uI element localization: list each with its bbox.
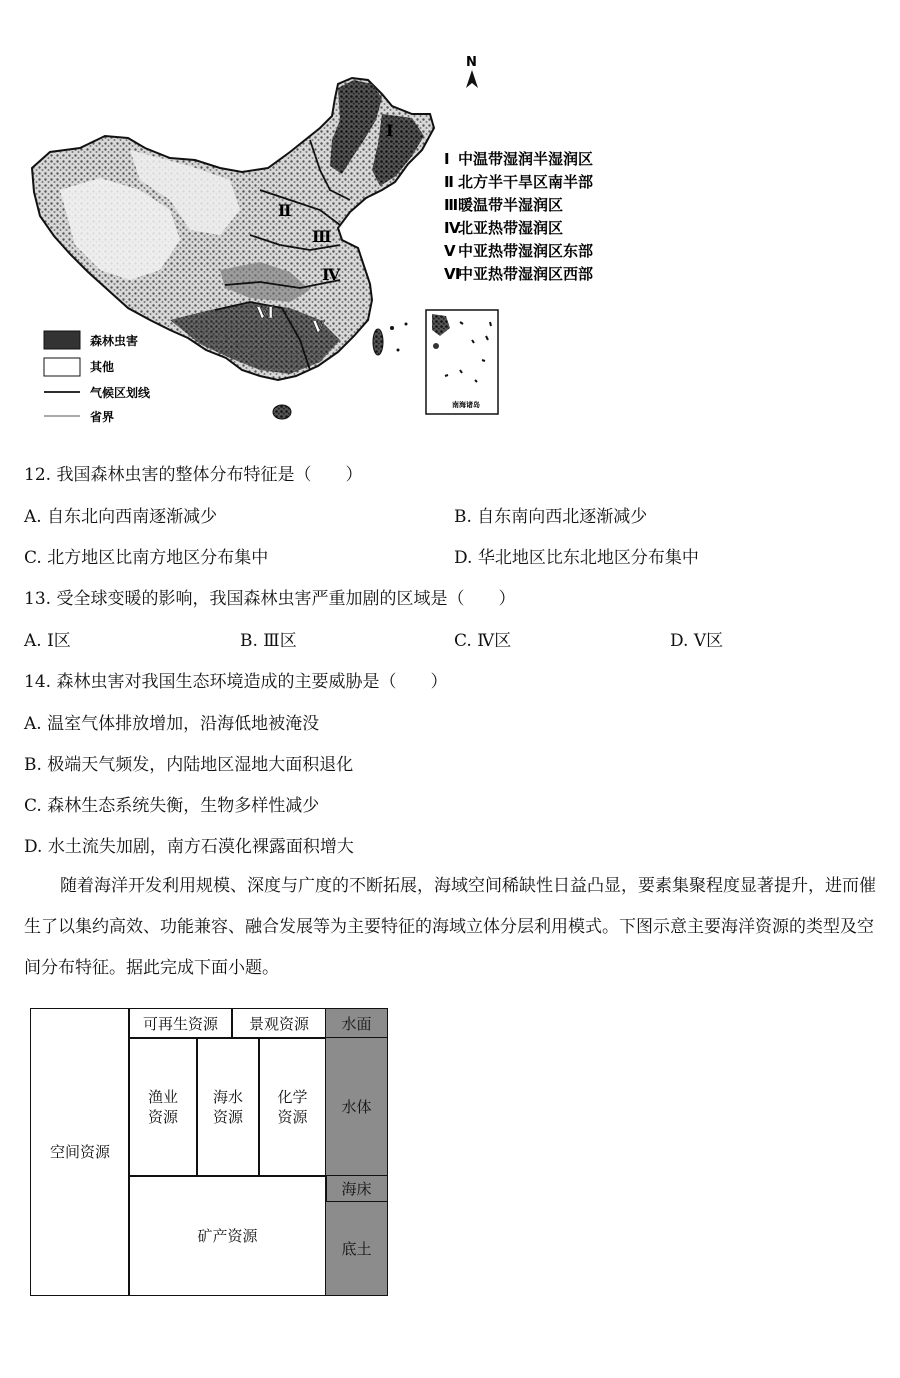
zone-key-6: Ⅵ — [444, 265, 461, 283]
cell-fishery-resources: 渔业 资源 — [128, 1037, 198, 1177]
map-legend — [44, 331, 151, 424]
svg-text:N: N — [466, 55, 477, 70]
ocean-resource-diagram — [30, 1008, 388, 1296]
zone-key-3: Ⅲ — [444, 196, 459, 214]
zone-key-4-name: 北亚热带湿润区 — [458, 219, 564, 237]
map-label-IV: Ⅳ — [322, 265, 341, 284]
legend-forest-pest: 森林虫害 — [90, 334, 139, 348]
question-12-stem: 12. 我国森林虫害的整体分布特征是（ ） — [24, 465, 363, 485]
passage-text: 随着海洋开发利用规模、深度与广度的不断拓展，海域空间稀缺性日益凸显，要素集聚程度显著提升，进而催生了以集约高效、功能兼容、融合发展等为主要特征的海域立体分层利用模式。下图示意主要海洋资源的类型及空间分布特征。据此完成下面小题。 — [24, 876, 876, 978]
map-figure — [20, 40, 620, 425]
q12-option-a[interactable]: A. 自东北向西南逐渐减少 — [24, 507, 218, 527]
question-14-stem: 14. 森林虫害对我国生态环境造成的主要威胁是（ ） — [24, 672, 448, 692]
zone-key-6-name: 中亚热带湿润区西部 — [458, 265, 594, 283]
q14-option-c[interactable]: C. 森林生态系统失衡，生物多样性减少 — [24, 796, 320, 816]
q14-option-a[interactable]: A. 温室气体排放增加，沿海低地被淹没 — [24, 714, 320, 734]
cell-landscape-resources: 景观资源 — [231, 1008, 327, 1039]
zone-key-4: Ⅳ — [444, 219, 461, 237]
q13-option-a[interactable]: A. Ⅰ区 — [24, 631, 71, 651]
cell-seabed: 海床 — [325, 1175, 388, 1203]
cell-renewable-resources: 可再生资源 — [128, 1008, 233, 1039]
cell-chemical-resources: 化学 资源 — [258, 1037, 327, 1177]
zone-key-1-name: 中温带湿润半湿润区 — [458, 150, 594, 168]
q14-option-d[interactable]: D. 水土流失加剧，南方石漠化裸露面积增大 — [24, 837, 354, 857]
zone-key-5-name: 中亚热带湿润区东部 — [458, 242, 594, 260]
legend-other: 其他 — [90, 360, 115, 374]
zone-key-1: Ⅰ — [444, 150, 450, 168]
cell-seawater-resources: 海水 资源 — [196, 1037, 260, 1177]
q12-option-d[interactable]: D. 华北地区比东北地区分布集中 — [454, 548, 699, 568]
inset-label: 南海诸岛 — [452, 401, 480, 409]
south-china-sea-inset — [426, 310, 498, 414]
zone-key-2-name: 北方半干旱区南半部 — [458, 173, 594, 191]
cell-mineral-resources: 矿产资源 — [128, 1175, 327, 1296]
map-label-I: Ⅰ — [386, 121, 394, 140]
zone-key-3-name: 暖温带半湿润区 — [458, 196, 564, 214]
legend-province-line: 省界 — [90, 410, 115, 424]
q12-option-c[interactable]: C. 北方地区比南方地区分布集中 — [24, 548, 269, 568]
zone-key — [444, 150, 593, 283]
map-label-II: Ⅱ — [278, 201, 292, 220]
passage-paragraph — [24, 866, 882, 989]
q12-option-b[interactable]: B. 自东南向西北逐渐减少 — [454, 507, 648, 527]
cell-water-body: 水体 — [325, 1037, 388, 1177]
north-arrow-icon — [466, 55, 478, 88]
q13-option-c[interactable]: C. Ⅳ区 — [454, 631, 512, 651]
zone-key-5: Ⅴ — [444, 242, 456, 260]
legend-climate-line: 气候区划线 — [90, 386, 151, 400]
question-13-stem: 13. 受全球变暖的影响，我国森林虫害严重加剧的区域是（ ） — [24, 589, 516, 609]
china-forest-pest-map — [20, 40, 620, 425]
q13-option-b[interactable]: B. Ⅲ区 — [240, 631, 297, 651]
zone-key-2: Ⅱ — [444, 173, 454, 191]
cell-space-resources: 空间资源 — [30, 1008, 130, 1296]
hainan-island — [273, 405, 291, 419]
q13-option-d[interactable]: D. Ⅴ区 — [670, 631, 724, 651]
cell-subsoil: 底土 — [325, 1201, 388, 1296]
q14-option-b[interactable]: B. 极端天气频发，内陆地区湿地大面积退化 — [24, 755, 354, 775]
map-label-V: Ⅴ — [312, 317, 325, 336]
cell-water-surface: 水面 — [325, 1008, 388, 1039]
map-label-III: Ⅲ — [312, 227, 332, 246]
map-label-VI: Ⅵ — [256, 303, 275, 322]
taiwan-island — [373, 329, 383, 355]
